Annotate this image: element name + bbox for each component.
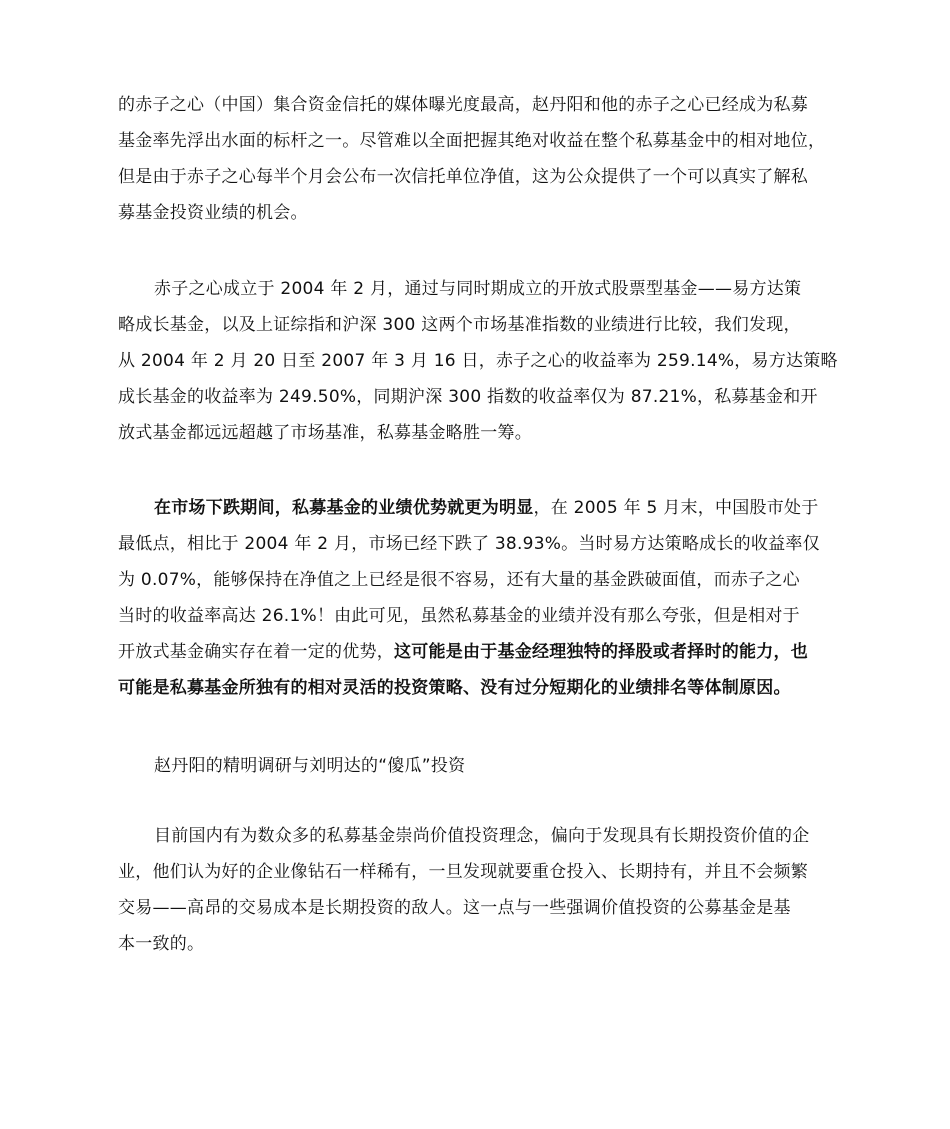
text-line: 赤子之心成立于 2004 年 2 月，通过与同时期成立的开放式股票型基金——易方达策 (154, 279, 802, 299)
text-line: 交易——高昂的交易成本是长期投资的敌人。这一点与一些强调价值投资的公募基金是基 (118, 898, 791, 918)
text-line: 募基金投资业绩的机会。 (118, 203, 308, 223)
text-line: 从 2004 年 2 月 20 日至 2007 年 3 月 16 日，赤子之心的收益率为 259.14%，易方达策略 (118, 351, 838, 371)
text-line: 成长基金的收益率为 249.50%，同期沪深 300 指数的收益率仅为 87.21%，私募基金和开 (118, 387, 818, 407)
bold-emphasis: 可能是私募基金所独有的相对灵活的投资策略、没有过分短期化的业绩排名等体制原因。 (118, 678, 791, 698)
bold-emphasis: 在市场下跌期间，私募基金的业绩优势就更为明显 (154, 498, 534, 518)
bold-emphasis: 这可能是由于基金经理独特的择股或者择时的能力，也 (394, 642, 808, 662)
text-line: 基金率先浮出水面的标杆之一。尽管难以全面把握其绝对收益在整个私募基金中的相对地位， (118, 131, 826, 151)
paragraph-performance-comparison (118, 271, 838, 451)
text-line (118, 490, 838, 526)
text-line: 但是由于赤子之心每半个月会公布一次信托单位净值，这为公众提供了一个可以真实了解私 (118, 167, 808, 187)
text-run: ，在 2005 年 5 月末，中国股市处于 (533, 498, 819, 518)
text-line: 最低点，相比于 2004 年 2 月，市场已经下跌了 38.93%。当时易方达策略成长的收益率仅 (118, 534, 820, 554)
text-line: 的赤子之心（中国）集合资金信托的媒体曝光度最高，赵丹阳和他的赤子之心已经成为私募 (118, 95, 808, 115)
text-line: 本一致的。 (118, 934, 205, 954)
paragraph-market-decline (118, 490, 838, 706)
heading-text: 赵丹阳的精明调研与刘明达的“傻瓜”投资 (154, 756, 466, 776)
text-line: 为 0.07%，能够保持在净值之上已经是很不容易，还有大量的基金跌破面值，而赤子之心 (118, 570, 800, 590)
text-line (118, 634, 838, 670)
text-line: 当时的收益率高达 26.1%！由此可见，虽然私募基金的业绩并没有那么夸张，但是相对于 (118, 606, 800, 626)
text-line: 放式基金都远远超越了市场基准，私募基金略胜一筹。 (118, 423, 532, 443)
paragraph-chizi-media-exposure (118, 87, 838, 231)
paragraph-value-investing (118, 818, 838, 962)
text-line: 业，他们认为好的企业像钻石一样稀有，一旦发现就要重仓投入、长期持有，并且不会频繁 (118, 862, 808, 882)
text-line: 略成长基金，以及上证综指和沪深 300 这两个市场基准指数的业绩进行比较，我们发现， (118, 315, 801, 335)
text-run: 开放式基金确实存在着一定的优势， (118, 642, 394, 662)
section-heading (118, 748, 838, 784)
text-line: 目前国内有为数众多的私募基金崇尚价值投资理念，偏向于发现具有长期投资价值的企 (154, 826, 810, 846)
